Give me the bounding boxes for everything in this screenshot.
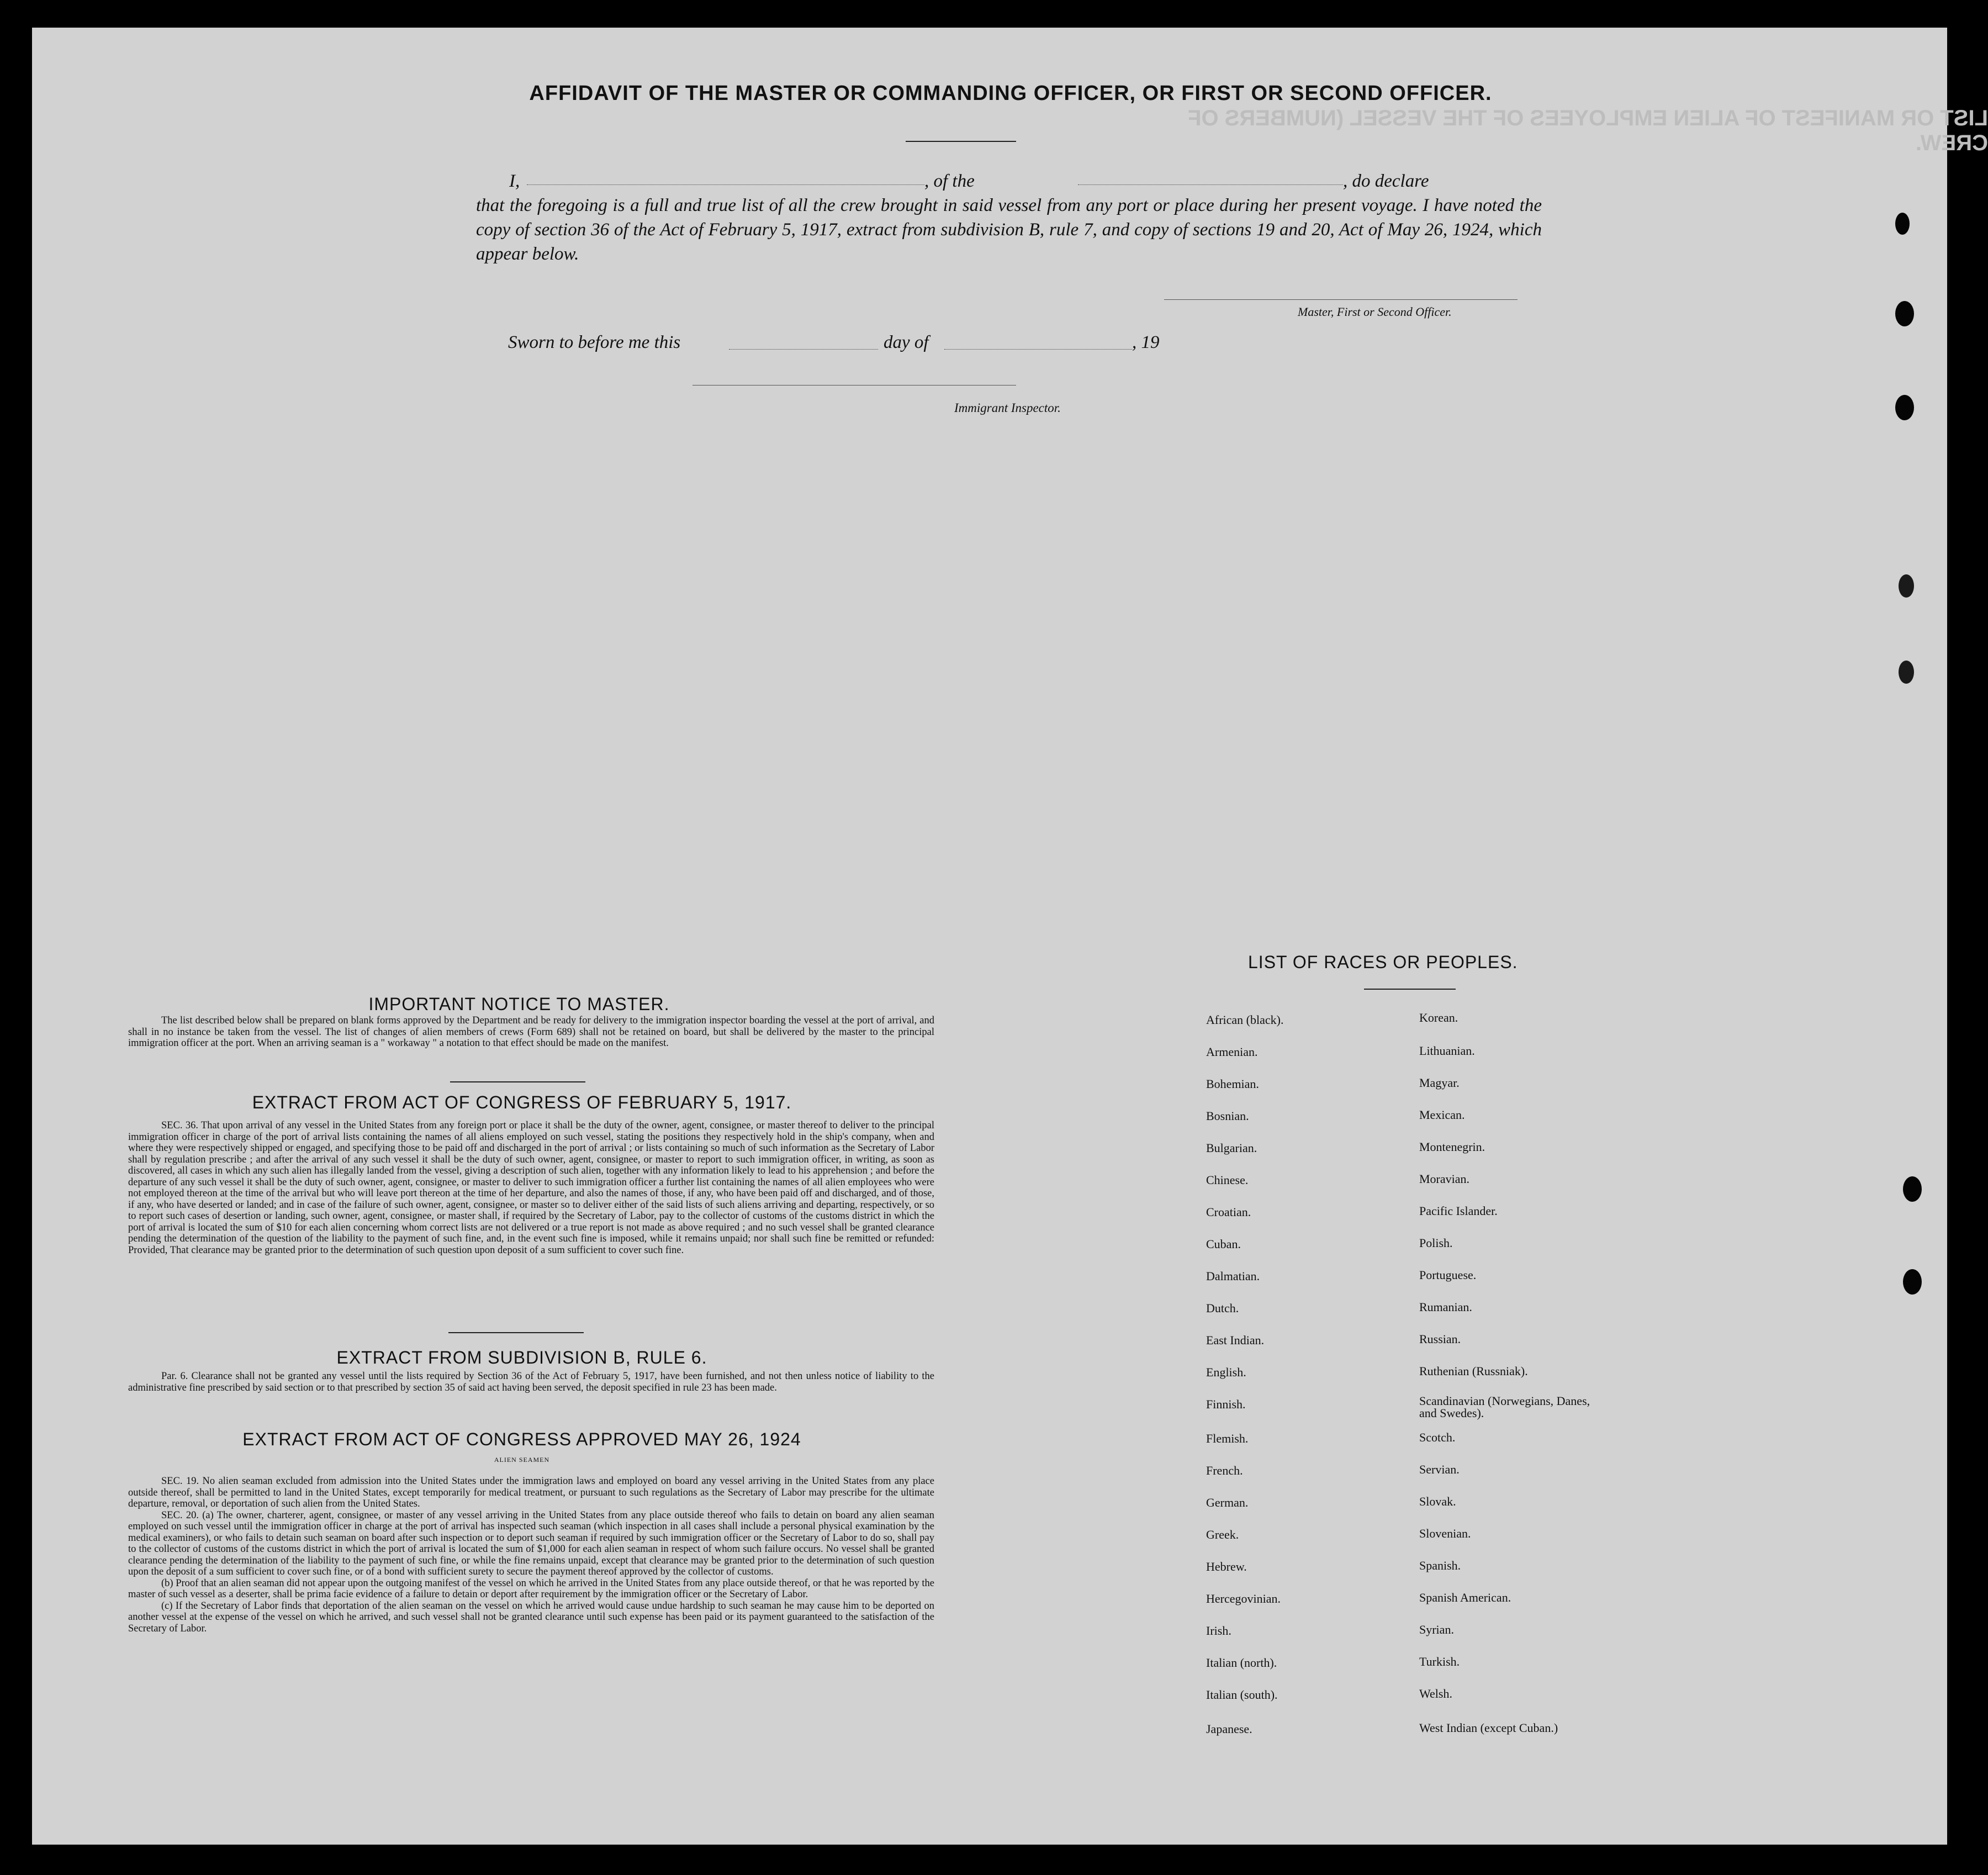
race-item: Irish. (1206, 1624, 1231, 1638)
year-label: , 19 (1132, 332, 1160, 352)
divider (906, 141, 1016, 142)
do-declare-label: , do declare (1343, 171, 1429, 191)
race-item: Welsh. (1419, 1687, 1452, 1700)
divider (450, 1081, 585, 1082)
punch-hole (1899, 661, 1914, 684)
race-item: East Indian. (1206, 1333, 1265, 1347)
sworn-label: Sworn to before me this (508, 332, 681, 352)
punch-hole (1895, 395, 1914, 420)
signature-label: Master, First or Second Officer. (1298, 305, 1452, 319)
race-item: Croatian. (1206, 1205, 1251, 1219)
race-item: Bulgarian. (1206, 1141, 1257, 1155)
notice-title: IMPORTANT NOTICE TO MASTER. (368, 994, 670, 1014)
divider (448, 1332, 584, 1333)
extract-rule6-text: Par. 6. Clearance shall not be granted any vessel until the lists required by Section 36 of the Act of February 5, 1917, have been furnished, and not then unless notice of liability to the administrative fine prescribed by said section or to that prescribed by section 35 of said act having been served, the deposit specified in rule 23 has been made. (128, 1371, 934, 1393)
race-item: African (black). (1206, 1013, 1284, 1027)
race-item: Syrian. (1419, 1623, 1454, 1636)
day-of-label: day of (884, 332, 929, 352)
race-item: Rumanian. (1419, 1300, 1472, 1314)
punch-hole (1899, 574, 1914, 598)
divider (1364, 989, 1456, 990)
race-item: Slovak. (1419, 1494, 1456, 1508)
race-item: Armenian. (1206, 1045, 1258, 1059)
race-item: Greek. (1206, 1528, 1239, 1541)
extract-1924-subtitle: ALIEN SEAMEN (494, 1456, 550, 1464)
race-item: Portuguese. (1419, 1268, 1477, 1282)
race-item: Bosnian. (1206, 1109, 1249, 1123)
punch-hole (1903, 1176, 1922, 1202)
races-title: LIST OF RACES OR PEOPLES. (1248, 952, 1518, 972)
race-item: Korean. (1419, 1011, 1458, 1024)
month-blank[interactable] (944, 335, 1132, 350)
race-item: German. (1206, 1496, 1249, 1509)
race-item: Moravian. (1419, 1172, 1470, 1186)
extract-1924-text (128, 1476, 934, 1634)
race-item: Italian (north). (1206, 1656, 1277, 1670)
race-item: Japanese. (1206, 1722, 1252, 1736)
sec-20c-paragraph: (c) If the Secretary of Labor finds that deportation of the alien seaman on the vessel on which he arrived would cause undue hardship to such seaman he may cause him to be deported on another vessel at the expense of the vessel on which he arrived, and such vessel shall not be granted clearance until such expense has been paid or its payment guaranteed to the satisfaction of the Secretary of Labor. (128, 1600, 934, 1634)
punch-hole (1895, 213, 1910, 235)
race-item: Slovenian. (1419, 1527, 1471, 1540)
extract-rule6-title: EXTRACT FROM SUBDIVISION B, RULE 6. (336, 1348, 707, 1367)
race-item: English. (1206, 1365, 1246, 1379)
signature-line (1164, 299, 1518, 300)
race-item: Finnish. (1206, 1397, 1246, 1411)
extract-1917-text: SEC. 36. That upon arrival of any vessel in the United States from any foreign port or place it shall be the duty of the owner, agent, consignee, or master thereof to deliver to the principal immigration officer in charge of the port of arrival lists containing the names of all aliens employed on such vessel, stating the positions they respectively hold in the ship's company, when and where they were respectively shipped or engaged, and specifying those to be paid off and discharged in the port of arrival ; or lists containing so much of such information as the Secretary of Labor shall by regulation prescribe ; and after the arrival of any such vessel it shall be the duty of such owner, agent, consignee, or master to report to such immigration officer, in writing, as soon as discovered, all cases in which any such alien has illegally landed from the vessel, giving a description of such alien, together with any information likely to lead to his apprehension ; and before the departure of any such vessel it shall be the duty of such owner, agent, consignee, or master to deliver to such immigration officer a further list containing the names of all alien employees who were not employed thereon at the time of the arrival but who will leave port thereon at the time of her departure, and also the names of those, if any, who have been paid off and discharged, and of those, if any, who have deserted or landed; and in case of the failure of such owner, agent, consignee, or master so to deliver either of the said lists of such aliens arriving and departing, respectively, or so to report such cases of desertion or landing, such owner, agent, consignee, or master shall, if required by the Secretary of Labor, pay to the collector of customs of the customs district in which the port of arrival is located the sum of $10 for each alien concerning whom correct lists are not delivered or a true report is not made as above required ; and no such vessel shall be granted clearance pending the determination of the question of the liability to the payment of such fine, and, in the event such fine is imposed, while it remains unpaid; nor shall such fine be remitted or refunded: Provided, That clearance may be granted prior to the determination of such question upon deposit of a sum sufficient to cover such fine. (128, 1120, 934, 1256)
affidavit-body: that the foregoing is a full and true list of all the crew brought in said vessel from any port or place during her present voyage. I have noted the copy of section 36 of the Act of February 5, 1917, extract from subdivision B, rule 7, and copy of sections 19 and 20, Act of May 26, 1924, which appear below. (476, 196, 1542, 264)
race-item: Scotch. (1419, 1430, 1456, 1444)
sworn-line (508, 332, 1226, 357)
race-item: Spanish. (1419, 1559, 1461, 1572)
race-item: Polish. (1419, 1236, 1453, 1250)
race-item: Bohemian. (1206, 1077, 1259, 1091)
vessel-blank[interactable] (1078, 171, 1343, 185)
race-item: Magyar. (1419, 1076, 1460, 1090)
sec-20a-paragraph: SEC. 20. (a) The owner, charterer, agent, consignee, or master of any vessel arriving in the United States from any place outside thereof who fails to detain on board any alien seaman employed on such vessel until the immigration officer in charge at the port of arrival has inspected such seaman (which inspection in all cases shall include a personal physical examination by the medical examiners), or who fails to detain such seaman on board after such inspection or to deport such seaman if required by such immigration officer or the Secretary of Labor to do so, shall pay to the collector of customs of the customs district in which the port of arrival is located the sum of $1,000 for each alien seaman in respect of whom such failure occurs. No vessel shall be granted clearance pending the determination of the liability to the payment of such fine, or while the fine remains unpaid, except that clearance may be granted prior to the determination of such question upon the deposit of a sum sufficient to cover such fine, or of a bond with sufficient surety to secure the payment thereof approved by the collector of customs. (128, 1509, 934, 1577)
race-item: Flemish. (1206, 1432, 1249, 1445)
race-item: Chinese. (1206, 1173, 1249, 1187)
name-blank[interactable] (527, 171, 924, 185)
race-item: Hebrew. (1206, 1560, 1247, 1573)
race-item: Russian. (1419, 1332, 1461, 1346)
affidavit-declaration (476, 169, 1542, 266)
affidavit-title: AFFIDAVIT OF THE MASTER OR COMMANDING OFFICER, OR FIRST OR SECOND OFFICER. (529, 82, 1492, 105)
of-the-label: , of the (924, 171, 975, 191)
race-item: French. (1206, 1464, 1243, 1477)
race-item: Dalmatian. (1206, 1269, 1260, 1283)
race-item: Lithuanian. (1419, 1044, 1475, 1058)
inspector-label: Immigrant Inspector. (954, 401, 1061, 415)
bleed-through-header: LIST OR MANIFEST OF ALIEN EMPLOYEES OF THE VESSEL (NUMBERS OF CREW. (1188, 106, 1988, 155)
race-item: West Indian (except Cuban.) (1419, 1721, 1558, 1735)
day-blank[interactable] (729, 335, 878, 350)
race-item: Turkish. (1419, 1655, 1460, 1668)
extract-1924-title: EXTRACT FROM ACT OF CONGRESS APPROVED MAY 26, 1924 (242, 1429, 801, 1449)
race-item: Mexican. (1419, 1108, 1465, 1122)
race-item: Dutch. (1206, 1301, 1239, 1315)
race-item: Servian. (1419, 1462, 1460, 1476)
race-item: Spanish American. (1419, 1591, 1511, 1604)
punch-hole (1895, 301, 1914, 326)
race-item: Ruthenian (Russniak). (1419, 1364, 1528, 1378)
race-item: Pacific Islander. (1419, 1204, 1498, 1218)
race-item: Scandinavian (Norwegians, Danes, and Swedes). (1419, 1394, 1590, 1420)
race-item: Cuban. (1206, 1237, 1241, 1251)
sec-20b-paragraph: (b) Proof that an alien seaman did not appear upon the outgoing manifest of the vessel on which he arrived in the United States from any place outside thereof, or that he was reported by the master of such vessel as a deserter, shall be prima facie evidence of a failure to detain or deport after requirement by the immigration officer or the Secretary of Labor. (128, 1577, 934, 1600)
sec-19-paragraph: SEC. 19. No alien seaman excluded from admission into the United States under the immigration laws and employed on board any vessel arriving in the United States from any place outside thereof, shall be permitted to land in the United States, except temporarily for medical treatment, or pursuant to such regulations as the Secretary of Labor may prescribe for the ultimate departure, removal, or deportation of such alien from the United States. (128, 1476, 934, 1509)
extract-1917-title: EXTRACT FROM ACT OF CONGRESS OF FEBRUARY 5, 1917. (252, 1092, 792, 1112)
affidavit-i-label: I, (509, 171, 520, 191)
punch-hole (1903, 1269, 1922, 1295)
notice-text: The list described below shall be prepared on blank forms approved by the Department and be ready for delivery to the immigration inspector boarding the vessel at the port of arrival, and shall in no instance be taken from the vessel. The list of changes of alien members of crews (Form 689) shall not be retained on board, but shall be delivered by the master to the principal immigration officer at the port. When an arriving seaman is a " workaway " a notation to that effect should be made on the manifest. (128, 1015, 934, 1049)
race-item: Hercegovinian. (1206, 1592, 1281, 1605)
race-item: Montenegrin. (1419, 1140, 1485, 1154)
race-item: Italian (south). (1206, 1688, 1278, 1702)
